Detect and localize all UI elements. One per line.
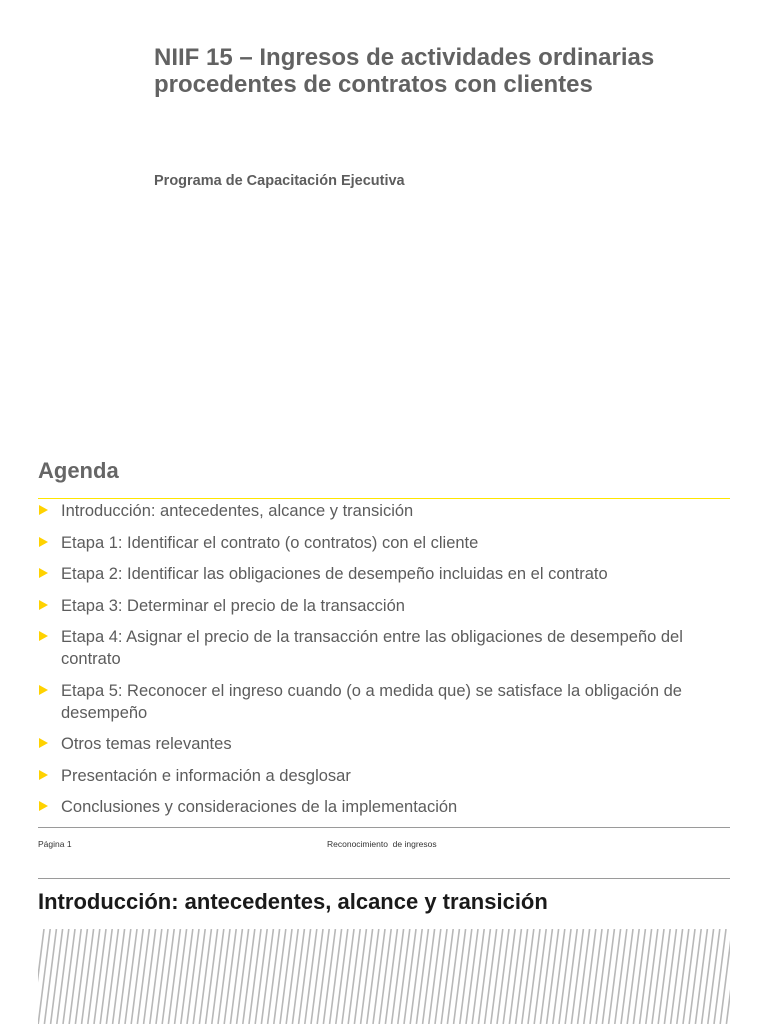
stripe-line [57, 929, 69, 1024]
stripe-line [689, 929, 701, 1024]
stripe-line [571, 929, 583, 1024]
agenda-item [38, 595, 738, 617]
stripe-line [472, 929, 484, 1024]
stripe-line [516, 929, 528, 1024]
stripe-line [677, 929, 689, 1024]
stripe-line [292, 929, 304, 1024]
stripe-line [336, 929, 348, 1024]
stripe-line [373, 929, 385, 1024]
stripe-line [367, 929, 379, 1024]
stripe-line [137, 929, 149, 1024]
stripe-line [404, 929, 416, 1024]
stripe-line [379, 929, 391, 1024]
footer-title: Reconocimiento de ingresos [327, 839, 437, 849]
stripe-line [361, 929, 373, 1024]
triangle-bullet-icon [39, 631, 48, 641]
stripe-line [249, 929, 261, 1024]
stripe-line [323, 929, 335, 1024]
stripe-line [435, 929, 447, 1024]
agenda-item-label: Introducción: antecedentes, alcance y transición [61, 502, 414, 520]
stripe-line [671, 929, 683, 1024]
cover-title: NIIF 15 – Ingresos de actividades ordinarias procedentes de contratos con clientes [154, 44, 655, 98]
stripe-line [106, 929, 118, 1024]
agenda-item [38, 680, 738, 724]
triangle-bullet-icon [39, 685, 48, 695]
stripe-line [181, 929, 193, 1024]
stripe-line [702, 929, 714, 1024]
stripe-line [261, 929, 273, 1024]
stripe-line [193, 929, 205, 1024]
stripe-line [534, 929, 546, 1024]
stripe-line [664, 929, 676, 1024]
stripe-line [38, 929, 44, 1024]
stripe-line [187, 929, 199, 1024]
stripe-line [485, 929, 497, 1024]
stripe-line [38, 929, 50, 1024]
page-number: Página 1 [38, 839, 72, 849]
stripe-line [621, 929, 633, 1024]
stripe-line [478, 929, 490, 1024]
stripe-line [119, 929, 131, 1024]
stripe-line [162, 929, 174, 1024]
stripe-line [305, 929, 317, 1024]
stripe-line [385, 929, 397, 1024]
stripe-line [497, 929, 509, 1024]
stripe-line [441, 929, 453, 1024]
agenda-item-label: Etapa 2: Identificar las obligaciones de desempeño incluidas en el contrato [61, 565, 608, 583]
stripe-pattern [38, 929, 730, 1024]
stripe-line [69, 929, 81, 1024]
triangle-bullet-icon [39, 537, 48, 547]
stripe-line [454, 929, 466, 1024]
agenda-item-label: Conclusiones y consideraciones de la implementación [61, 798, 458, 816]
triangle-bullet-icon [39, 600, 48, 610]
stripe-line [640, 929, 652, 1024]
stripe-line [652, 929, 664, 1024]
stripe-line [63, 929, 75, 1024]
stripe-line [466, 929, 478, 1024]
stripe-line [354, 929, 366, 1024]
agenda-item [38, 796, 738, 818]
stripe-line [646, 929, 658, 1024]
stripe-line [398, 929, 410, 1024]
stripe-line [553, 929, 565, 1024]
stripe-line [51, 929, 63, 1024]
triangle-bullet-icon [39, 568, 48, 578]
stripe-line [447, 929, 459, 1024]
stripe-line [317, 929, 329, 1024]
stripe-line [150, 929, 162, 1024]
stripe-line [175, 929, 187, 1024]
stripe-line [286, 929, 298, 1024]
stripe-line [559, 929, 571, 1024]
stripe-line [243, 929, 255, 1024]
agenda-item [38, 733, 738, 755]
stripe-line [206, 929, 218, 1024]
stripe-line [268, 929, 280, 1024]
stripe-line [280, 929, 292, 1024]
stripe-line [274, 929, 286, 1024]
stripe-line [429, 929, 441, 1024]
stripe-line [602, 929, 614, 1024]
agenda-item-label: Etapa 3: Determinar el precio de la transacción [61, 596, 405, 615]
agenda-item-label: Otros temas relevantes [61, 735, 232, 753]
agenda-item-label: Etapa 5: Reconocer el ingreso cuando (o a medida que) se satisface la obligación de desempeño [61, 681, 682, 722]
stripe-line [509, 929, 521, 1024]
stripe-line [540, 929, 552, 1024]
stripe-line [224, 929, 236, 1024]
stripe-line [590, 929, 602, 1024]
stripe-line [255, 929, 267, 1024]
stripe-line [584, 929, 596, 1024]
stripe-line [230, 929, 242, 1024]
agenda-item [38, 532, 738, 554]
stripe-line [528, 929, 540, 1024]
triangle-bullet-icon [39, 505, 48, 515]
stripe-line [44, 929, 56, 1024]
stripe-line [565, 929, 577, 1024]
stripe-line [714, 929, 726, 1024]
stripe-line [627, 929, 639, 1024]
section-divider [38, 878, 730, 879]
stripe-line [522, 929, 534, 1024]
stripe-line [410, 929, 422, 1024]
stripe-line [330, 929, 342, 1024]
stripe-line [578, 929, 590, 1024]
triangle-bullet-icon [39, 738, 48, 748]
stripe-line [199, 929, 211, 1024]
stripe-line [212, 929, 224, 1024]
agenda-item [38, 563, 738, 585]
footer-divider [38, 827, 730, 828]
agenda-item [38, 626, 738, 670]
stripe-line [342, 929, 354, 1024]
triangle-bullet-icon [39, 801, 48, 811]
stripe-line [708, 929, 720, 1024]
agenda-list [38, 500, 738, 828]
stripe-line [615, 929, 627, 1024]
stripe-line [299, 929, 311, 1024]
cover-subtitle: Programa de Capacitación Ejecutiva [154, 173, 405, 189]
triangle-bullet-icon [39, 770, 48, 780]
stripe-line [113, 929, 125, 1024]
stripe-line [218, 929, 230, 1024]
stripe-line [311, 929, 323, 1024]
stripe-line [168, 929, 180, 1024]
stripe-line [131, 929, 143, 1024]
agenda-item-label: Presentación e información a desglosar [61, 766, 351, 785]
stripe-line [609, 929, 621, 1024]
stripe-line [144, 929, 156, 1024]
stripe-line [392, 929, 404, 1024]
agenda-item [38, 500, 738, 522]
stripe-line [82, 929, 94, 1024]
stripe-line [423, 929, 435, 1024]
stripe-line [633, 929, 645, 1024]
stripe-line [100, 929, 112, 1024]
agenda-item-label: Etapa 4: Asignar el precio de la transacción entre las obligaciones de desempeño del contrato [61, 628, 683, 668]
stripe-line [491, 929, 503, 1024]
stripe-line [75, 929, 87, 1024]
stripe-line [94, 929, 106, 1024]
agenda-item-label: Etapa 1: Identificar el contrato (o contratos) con el cliente [61, 533, 479, 552]
stripe-line [88, 929, 100, 1024]
stripe-line [683, 929, 695, 1024]
stripe-line [695, 929, 707, 1024]
stripe-line [460, 929, 472, 1024]
agenda-item [38, 765, 738, 787]
stripe-line [348, 929, 360, 1024]
stripe-line [503, 929, 515, 1024]
stripe-line [547, 929, 559, 1024]
stripe-line [416, 929, 428, 1024]
section-heading: Introducción: antecedentes, alcance y transición [38, 889, 548, 914]
agenda-divider [38, 498, 730, 499]
stripe-line [125, 929, 137, 1024]
stripe-line [596, 929, 608, 1024]
stripe-line [156, 929, 168, 1024]
stripe-line [237, 929, 249, 1024]
stripe-line [658, 929, 670, 1024]
agenda-heading: Agenda [38, 458, 119, 483]
